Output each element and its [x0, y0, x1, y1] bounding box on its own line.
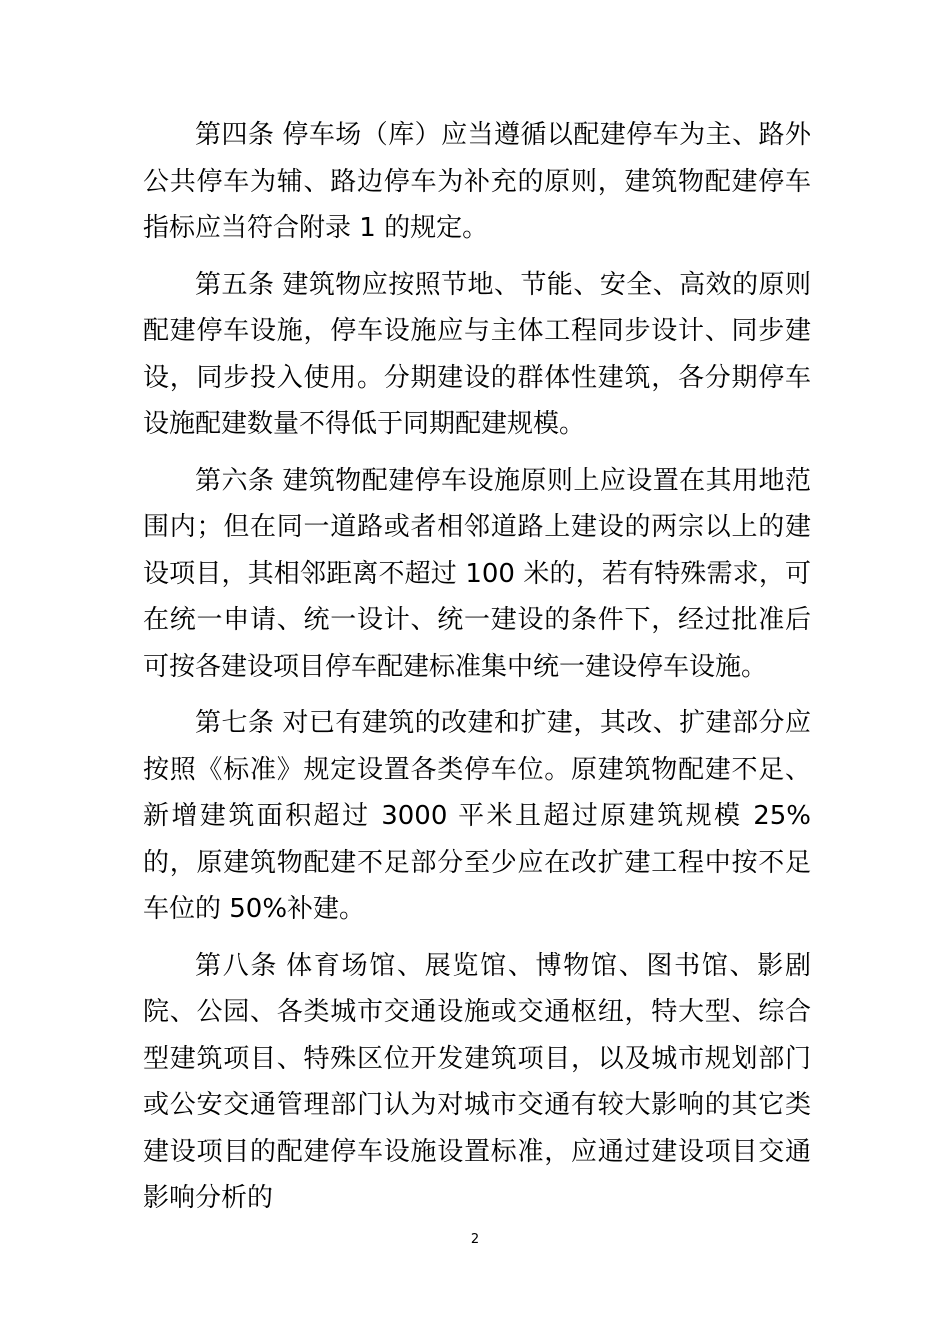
article-title: 第五条: [195, 269, 275, 300]
document-body: [143, 112, 811, 1232]
article-text: 建筑物配建停车设施原则上应设置在其用地范围内；但在同一道路或者相邻道路上建设的两宗以上的建设项目，其相邻距离不超过 100 米的，若有特殊需求，可在统一申请、统一设计、统一建设的条件下，经过批准后可按各建设项目停车配建标准集中统一建设停车设施。: [143, 465, 811, 682]
article-title: 第四条: [195, 120, 275, 150]
article-6: [143, 458, 811, 691]
article-title: 第八条: [195, 950, 279, 981]
article-text: 对已有建筑的改建和扩建，其改、扩建部分应按照《标准》规定设置各类停车位。原建筑物配建不足、新增建筑面积超过 3000 平米且超过原建筑规模 25%的，原建筑物配建不足部分至少应在改扩建工程中按不足车位的 50%补建。: [143, 708, 811, 924]
article-title: 第七条: [195, 708, 275, 738]
article-8: [143, 943, 811, 1222]
page-number: 2: [470, 1232, 480, 1247]
article-title: 第六条: [195, 465, 275, 496]
article-5: [143, 262, 811, 448]
article-text: 体育场馆、展览馆、博物馆、图书馆、影剧院、公园、各类城市交通设施或交通枢纽，特大型、综合型建筑项目、特殊区位开发建筑项目，以及城市规划部门或公安交通管理部门认为对城市交通有较大影响的其它类建设项目的配建停车设施设置标准，应通过建设项目交通影响分析的: [143, 950, 811, 1213]
article-7: [143, 700, 811, 933]
article-4: [143, 112, 811, 252]
article-text: 建筑物应按照节地、节能、安全、高效的原则配建停车设施，停车设施应与主体工程同步设计、同步建设，同步投入使用。分期建设的群体性建筑，各分期停车设施配建数量不得低于同期配建规模。: [143, 269, 811, 439]
article-text: 停车场（库）应当遵循以配建停车为主、路外公共停车为辅、路边停车为补充的原则，建筑物配建停车指标应当符合附录 1 的规定。: [143, 120, 811, 243]
